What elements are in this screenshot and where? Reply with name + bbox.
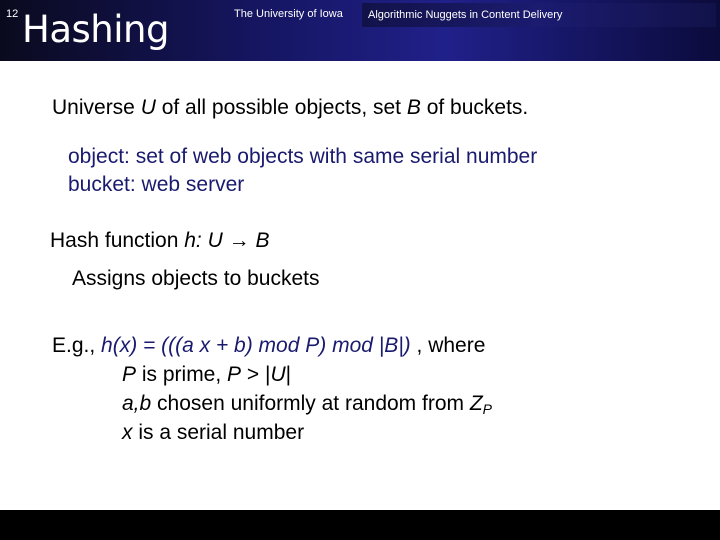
x-line (122, 420, 304, 446)
ab-symbol: a,b (122, 392, 152, 415)
bucket-set-symbol: B (406, 96, 421, 119)
universe-text-3: of buckets. (420, 96, 529, 119)
example-label: E.g., (52, 334, 102, 357)
assigns-line: Assigns objects to buckets (72, 267, 320, 290)
z-symbol: Z (469, 392, 483, 415)
page-number: 12 (6, 8, 19, 20)
arrow-icon: → (228, 229, 250, 252)
prime-line (122, 362, 291, 388)
example-line (52, 333, 485, 359)
hash-codomain: B (249, 229, 270, 252)
hash-symbol: h: U (184, 229, 229, 252)
universe-line (52, 95, 528, 121)
hash-text: Hash function (50, 229, 185, 252)
universe-text-2: of all possible objects, set (155, 96, 407, 119)
course-title: Algorithmic Nuggets in Content Delivery (368, 9, 563, 21)
hash-formula: h(x) = (((a x + b) mod P) mod |B|) (101, 334, 411, 357)
bucket-definition: bucket: web server (68, 173, 245, 196)
example-where: , where (410, 334, 486, 357)
ab-line (122, 391, 492, 418)
p-symbol-2: P (227, 363, 242, 386)
university-name: The University of Iowa (234, 8, 343, 20)
prime-text-2: > | (241, 363, 271, 386)
hash-function-line (50, 228, 269, 254)
p-symbol: P (122, 363, 137, 386)
prime-text: is prime, (136, 363, 228, 386)
z-subscript: P (482, 401, 493, 417)
universe-text: Universe (52, 96, 141, 119)
ab-text: chosen uniformly at random from (151, 392, 470, 415)
footer (0, 510, 720, 540)
x-symbol: x (122, 421, 133, 444)
u-symbol: U (270, 363, 286, 386)
x-text: is a serial number (132, 421, 305, 444)
universe-symbol: U (140, 96, 156, 119)
prime-text-3: | (285, 363, 292, 386)
object-definition: object: set of web objects with same serial number (68, 145, 538, 168)
slide-title: Hashing (22, 8, 169, 51)
